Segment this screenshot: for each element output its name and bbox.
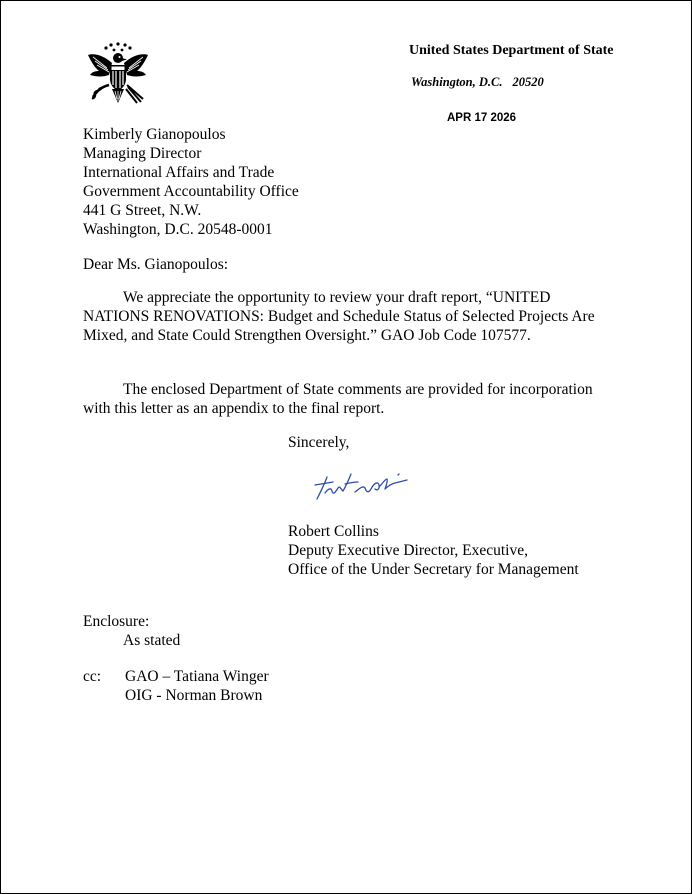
recipient-line: Kimberly Gianopoulos: [83, 126, 226, 143]
signer-name: Robert Collins: [288, 523, 379, 540]
signer-block: [288, 522, 579, 579]
handwritten-signature-icon: [313, 469, 413, 505]
signer-office: Office of the Under Secretary for Management: [288, 561, 579, 578]
body-paragraph: The enclosed Department of State comments are provided for incorporation with this letter as an appendix to the final report.: [83, 381, 593, 417]
department-address: [411, 73, 544, 92]
recipient-line: 441 G Street, N.W.: [83, 202, 202, 219]
cc-recipient: GAO – Tatiana Winger: [125, 668, 269, 685]
recipient-line: Washington, D.C. 20548-0001: [83, 221, 273, 238]
enclosure-block: [83, 612, 180, 650]
great-seal-eagle-icon: [85, 41, 151, 107]
enclosure-value: As stated: [123, 632, 181, 649]
recipient-line: International Affairs and Trade: [83, 164, 275, 181]
salutation: Dear Ms. Gianopoulos:: [83, 256, 229, 273]
signer-title: Deputy Executive Director, Executive,: [288, 542, 528, 559]
cc-row: [83, 667, 269, 686]
complimentary-close: Sincerely,: [288, 434, 350, 451]
recipient-line: Managing Director: [83, 145, 202, 162]
recipient-line: Government Accountability Office: [83, 183, 299, 200]
body-paragraph: We appreciate the opportunity to review your draft report, “UNITED NATIONS RENOVATIONS: Budget and Schedule Status of Selected Projects Are Mixed, and State Could Strengthen Oversight.” GAO Job Code 107577.: [83, 289, 595, 344]
cc-block: [83, 667, 269, 705]
recipient-address: [83, 125, 299, 239]
zip-code: 20520: [512, 75, 544, 89]
department-name: United States Department of State: [409, 43, 614, 58]
cc-recipient: OIG - Norman Brown: [125, 687, 263, 704]
cc-label: cc:: [83, 668, 102, 685]
cc-label-spacer: [83, 686, 125, 705]
enclosure-label: Enclosure:: [83, 613, 150, 630]
city: Washington, D.C.: [411, 75, 503, 89]
cc-row: [83, 686, 269, 705]
letter-date: APR 17 2026: [447, 112, 517, 124]
